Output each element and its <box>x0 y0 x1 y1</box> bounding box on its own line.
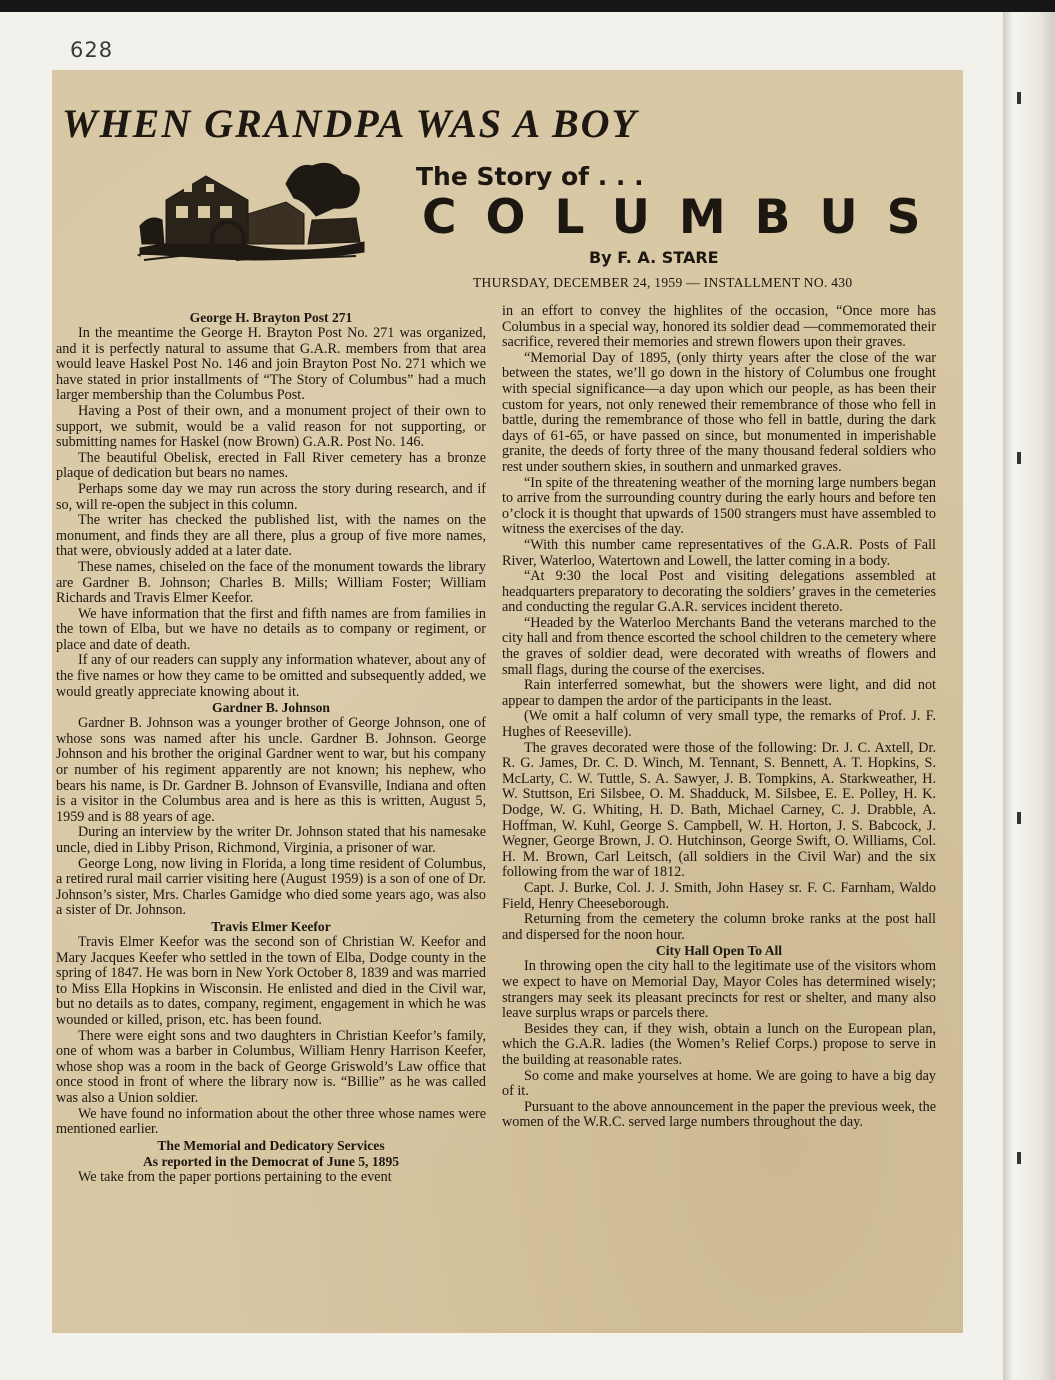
paragraph: “At 9:30 the local Post and visiting delegations assembled at headquarters preparatory to decorating the soldiers’ graves in the cemeteries and conducting the regular G.A.R. services incident thereto. <box>502 568 936 616</box>
paragraph: The graves decorated were those of the following: Dr. J. C. Axtell, Dr. R. G. James, Dr. C. D. Winch, M. Tennant, S. Bennett, A. T. Hopkins, S. McLarty, C. W. Tuttle, S. A. Sawyer, J. B. Tompkins, A. Starkweather, H. W. Stuttson, Eri Silsbee, O. M. Shadduck, M. Silsbee, E. E. Polley, H. K. Dodge, W. G. Whiting, H. D. Bath, Michael Carney, C. J. Drabble, A. Hoffman, W. Kuhl, George S. Campbell, W. H. Horton, J. S. Babcock, J. Wegner, George Brown, J. O. Hutchinson, George Swift, O. Williams, Col. H. M. Brown, Carl Leitsch, (all soldiers in the Civil War) and the six following from the war of 1812. <box>502 739 936 881</box>
paragraph: During an interview by the writer Dr. Johnson stated that his namesake uncle, died in Libby Prison, Richmond, Virginia, a prisoner of war. <box>56 824 486 856</box>
paragraph: “Memorial Day of 1895, (only thirty years after the close of the war between the states, we’ll go down in the history of Columbus one frought with special significance—a day upon which our people, as has been their custom for years, not only renewed their remembrance of those who fell in battle, during the remembrance of those who fell in battle, during the dark days of 61-65, or have passed on since, but monumented in imperishable granite, the deeds of forty three of the many thousand federal soldiers who rest under southern skies, in southern and unmarked graves. <box>502 349 936 475</box>
section-heading: Gardner B. Johnson <box>212 700 330 716</box>
edge-mark <box>1017 1152 1021 1164</box>
paragraph: Having a Post of their own, and a monument project of their own to support, we submit, would be a valid reason for not supporting, or submitting names for Haskel (now Brown) G.A.R. Post No. 146. <box>56 402 486 451</box>
section-heading: George H. Brayton Post 271 <box>189 310 353 325</box>
paragraph: Pursuant to the above announcement in the paper the previous week, the women of the W.R.C. served large numbers throughout the day. <box>502 1098 936 1131</box>
story-of-label: The Story of . . . <box>416 162 644 191</box>
binding-edge <box>1003 12 1055 1380</box>
paragraph: Perhaps some day we may run across the story during research, and if so, will re-open the subject in this column. <box>56 480 486 513</box>
paragraph: There were eight sons and two daughters in Christian Keefor’s family, one of whom was a barber in Columbus, William Henry Harrison Keefer, whose shop was a room in the back of George Griswold’s Law office that once stood in front of where the library now is. “Billie” as he was called was also a Union soldier. <box>56 1027 486 1106</box>
issue-dateline: THURSDAY, DECEMBER 24, 1959 — INSTALLMENT NO. 430 <box>473 275 853 290</box>
paragraph: Travis Elmer Keefor was the second son of Christian W. Keefor and Mary Jacques Keefer who settled in the town of Elba, Dodge county in the spring of 1847. He was born in New York October 8, 1839 and was married to Miss Ella Hopkins in Wisconsin. He enlisted and died in the Civil war, but no details as to dates, company, regiment, engagement in which he was wounded or killed, prison, etc. has been found. <box>56 933 486 1028</box>
left-column <box>56 310 486 1185</box>
columbus-title: COLUMBUS <box>422 190 950 245</box>
paragraph: The beautiful Obelisk, erected in Fall River cemetery has a bronze plaque of dedication but bears no names. <box>56 449 486 482</box>
paragraph: The writer has checked the published list, with the names on the monument, and finds they are all there, plus a group of five more names, that were, obviously added at a later date. <box>56 512 486 560</box>
paragraph: So come and make yourselves at home. We are going to have a big day of it. <box>502 1067 936 1100</box>
paragraph: George Long, now living in Florida, a long time resident of Columbus, a retired rural mail carrier visiting here (August 1959) is a son of one of Dr. Johnson’s sister, Mrs. Charles Gamidge who died some years ago, was also a sister of Dr. Johnson. <box>56 855 486 919</box>
page-number: 628 <box>70 38 114 62</box>
paragraph: We have found no information about the other three whose names were mentioned earlier. <box>56 1105 486 1138</box>
mill-woodcut-illustration <box>136 156 368 268</box>
byline: By F. A. STARE <box>589 248 719 267</box>
newspaper-clipping <box>52 70 963 1333</box>
paragraph: “With this number came representatives of the G.A.R. Posts of Fall River, Waterloo, Watertown and Lowell, the latter coming in a body. <box>502 536 936 569</box>
edge-mark <box>1017 452 1021 464</box>
paragraph: in an effort to convey the highlites of the occasion, “Once more has Columbus in a special way, honored its soldier dead —commemorated their sacrifice, revered their memories and strewn flowers upon their graves. <box>502 303 936 351</box>
paragraph: Besides they can, if they wish, obtain a lunch on the European plan, which the G.A.R. ladies (the Women’s Relief Corps.) propose to serve in the building at reasonable rates. <box>502 1020 936 1068</box>
paragraph: Gardner B. Johnson was a younger brother of George Johnson, one of whose sons was named after his uncle. Gardner B. Johnson. George Johnson and his brother the original Gardner went to war, but his company or number of his regiment apparently are not known; his nephew, who bears his name, is Dr. Gardner B. Johnson of Evansville, Indiana and often is a visitor in the Columbus area and is here as this is written, August 5, 1959 and is 88 years of age. <box>56 715 486 825</box>
paragraph: Rain interferred somewhat, but the showers were light, and did not appear to dampen the ardor of the participants in the least. <box>502 677 936 709</box>
section-heading: Travis Elmer Keefor <box>211 918 331 934</box>
banner-title: WHEN GRANDPA WAS A BOY <box>62 101 638 146</box>
edge-mark <box>1017 812 1021 824</box>
paragraph: If any of our readers can supply any information whatever, about any of the five names or how they came to be omitted and subsequently added, we would greatly appreciate knowing about it. <box>56 652 486 700</box>
paragraph: Returning from the cemetery the column broke ranks at the post hall and dispersed for the noon hour. <box>502 911 936 943</box>
paragraph: (We omit a half column of very small type, the remarks of Prof. J. F. Hughes of Reeseville). <box>502 708 936 741</box>
edge-mark <box>1017 92 1021 104</box>
paragraph: We have information that the first and fifth names are from families in the town of Elba, but we have no details as to company or regiment, or place and date of death. <box>56 605 486 653</box>
paragraph: “Headed by the Waterloo Merchants Band the veterans marched to the city hall and from thence escorted the school children to the cemetery where the graves of soldier dead, were decorated with wreaths of flowers and small flags, during the course of the exercises. <box>502 614 936 678</box>
paragraph: Capt. J. Burke, Col. J. J. Smith, John Hasey sr. F. C. Farnham, Waldo Field, Henry Cheeseborough. <box>502 879 936 912</box>
paragraph: In throwing open the city hall to the legitimate use of the visitors whom we expect to have on Memorial Day, Mayor Coles has determined wisely; strangers may seek its pleasant precincts for rest or shelter, and many also leave surplus wraps or parcels there. <box>502 958 936 1022</box>
paragraph: We take from the paper portions pertaining to the event <box>78 1168 392 1185</box>
paragraph: These names, chiseled on the face of the monument towards the library are Gardner B. Johnson; Charles B. Mills; William Foster; William Richards and Travis Elmer Keefor. <box>56 558 486 607</box>
section-heading: City Hall Open To All <box>655 943 783 959</box>
paragraph: “In spite of the threatening weather of the morning large numbers began to arrive from the surrounding country during the early hours and before ten o’clock it is thought that upwards of 1500 strangers must have assembled to witness the exercises of the day. <box>502 474 936 538</box>
section-heading: The Memorial and Dedicatory Services <box>157 1137 385 1153</box>
section-subheading: As reported in the Democrat of June 5, 1895 <box>142 1153 400 1169</box>
right-column <box>502 304 936 1131</box>
paragraph: In the meantime the George H. Brayton Post No. 271 was organized, and it is perfectly natural to assume that G.A.R. members from that area would leave Haskel Post No. 146 and join Brayton Post No. 271 which we have stated in prior installments of “The Story of Columbus” had a much larger membership than the Columbus Post. <box>56 325 486 404</box>
